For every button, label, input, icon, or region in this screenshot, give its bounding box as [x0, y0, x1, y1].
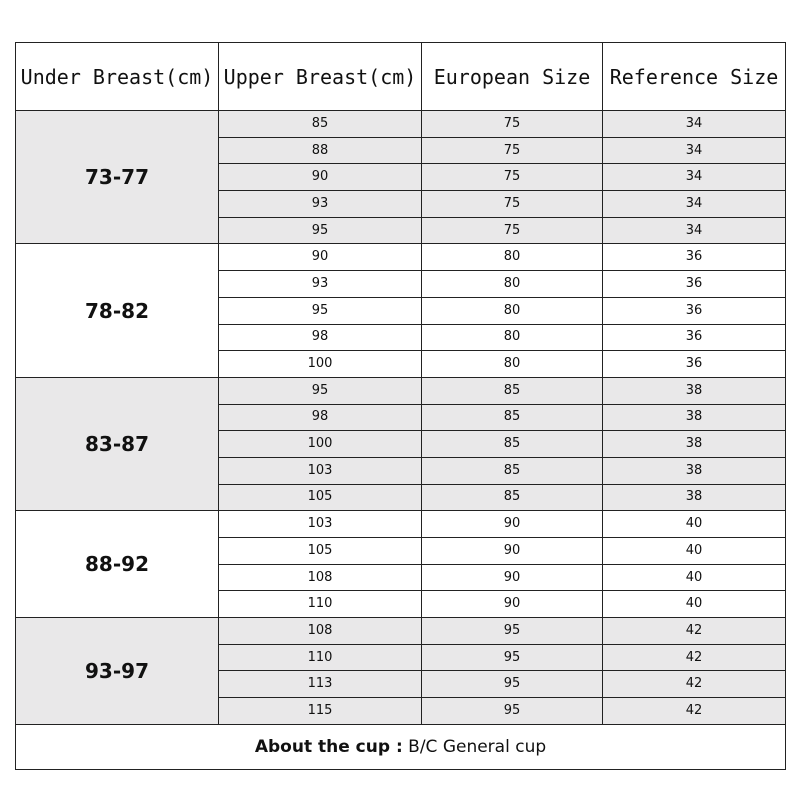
reference-size-cell: 34: [603, 217, 786, 244]
upper-breast-cell: 98: [219, 404, 422, 431]
european-size-cell: 85: [422, 457, 603, 484]
european-size-cell: 80: [422, 351, 603, 378]
european-size-cell: 85: [422, 404, 603, 431]
european-size-cell: 95: [422, 618, 603, 645]
under-breast-range: 73-77: [16, 111, 219, 244]
upper-breast-cell: 95: [219, 377, 422, 404]
upper-breast-cell: 108: [219, 618, 422, 645]
upper-breast-cell: 100: [219, 351, 422, 378]
european-size-cell: 85: [422, 377, 603, 404]
cup-note-label: About the cup :: [254, 736, 403, 757]
european-size-cell: 75: [422, 217, 603, 244]
reference-size-cell: 42: [603, 698, 786, 725]
table-body: [16, 111, 786, 725]
european-size-cell: 95: [422, 698, 603, 725]
cup-note: [16, 724, 786, 769]
reference-size-cell: 40: [603, 564, 786, 591]
reference-size-cell: 36: [603, 297, 786, 324]
upper-breast-cell: 90: [219, 244, 422, 271]
reference-size-cell: 40: [603, 538, 786, 565]
upper-breast-cell: 108: [219, 564, 422, 591]
size-chart-table: [15, 42, 786, 770]
under-breast-range: 88-92: [16, 511, 219, 618]
upper-breast-cell: 105: [219, 538, 422, 565]
upper-breast-cell: 85: [219, 111, 422, 138]
cup-note-value: B/C General cup: [408, 736, 547, 757]
european-size-cell: 80: [422, 244, 603, 271]
upper-breast-cell: 113: [219, 671, 422, 698]
under-breast-range: 83-87: [16, 377, 219, 510]
reference-size-cell: 34: [603, 164, 786, 191]
reference-size-cell: 42: [603, 644, 786, 671]
upper-breast-cell: 88: [219, 137, 422, 164]
upper-breast-cell: 98: [219, 324, 422, 351]
upper-breast-cell: 110: [219, 591, 422, 618]
upper-breast-cell: 100: [219, 431, 422, 458]
table-row: [16, 244, 786, 271]
reference-size-cell: 38: [603, 484, 786, 511]
reference-size-cell: 40: [603, 511, 786, 538]
upper-breast-cell: 95: [219, 217, 422, 244]
upper-breast-cell: 93: [219, 271, 422, 298]
upper-breast-cell: 103: [219, 511, 422, 538]
reference-size-cell: 34: [603, 191, 786, 218]
european-size-cell: 90: [422, 591, 603, 618]
reference-size-cell: 38: [603, 404, 786, 431]
footer-row: [16, 724, 786, 769]
european-size-cell: 75: [422, 164, 603, 191]
upper-breast-cell: 105: [219, 484, 422, 511]
european-size-cell: 80: [422, 324, 603, 351]
european-size-cell: 80: [422, 271, 603, 298]
european-size-cell: 75: [422, 137, 603, 164]
upper-breast-cell: 115: [219, 698, 422, 725]
upper-breast-cell: 93: [219, 191, 422, 218]
table-row: [16, 511, 786, 538]
european-size-cell: 90: [422, 511, 603, 538]
reference-size-cell: 36: [603, 351, 786, 378]
reference-size-cell: 36: [603, 324, 786, 351]
reference-size-cell: 42: [603, 618, 786, 645]
upper-breast-cell: 95: [219, 297, 422, 324]
table-row: [16, 111, 786, 138]
reference-size-cell: 38: [603, 431, 786, 458]
european-size-cell: 75: [422, 111, 603, 138]
table-row: [16, 377, 786, 404]
european-size-cell: 90: [422, 538, 603, 565]
under-breast-range: 78-82: [16, 244, 219, 377]
reference-size-cell: 40: [603, 591, 786, 618]
european-size-cell: 95: [422, 644, 603, 671]
upper-breast-cell: 90: [219, 164, 422, 191]
reference-size-cell: 34: [603, 137, 786, 164]
reference-size-cell: 38: [603, 457, 786, 484]
european-size-cell: 80: [422, 297, 603, 324]
upper-breast-cell: 110: [219, 644, 422, 671]
upper-breast-cell: 103: [219, 457, 422, 484]
european-size-cell: 75: [422, 191, 603, 218]
header-upper-breast: Upper Breast(cm): [219, 43, 422, 111]
header-row: [16, 43, 786, 111]
table-row: [16, 618, 786, 645]
european-size-cell: 85: [422, 484, 603, 511]
reference-size-cell: 42: [603, 671, 786, 698]
european-size-cell: 95: [422, 671, 603, 698]
header-reference-size: Reference Size: [603, 43, 786, 111]
european-size-cell: 85: [422, 431, 603, 458]
under-breast-range: 93-97: [16, 618, 219, 725]
reference-size-cell: 36: [603, 244, 786, 271]
header-european-size: European Size: [422, 43, 603, 111]
header-under-breast: Under Breast(cm): [16, 43, 219, 111]
european-size-cell: 90: [422, 564, 603, 591]
reference-size-cell: 36: [603, 271, 786, 298]
reference-size-cell: 34: [603, 111, 786, 138]
reference-size-cell: 38: [603, 377, 786, 404]
